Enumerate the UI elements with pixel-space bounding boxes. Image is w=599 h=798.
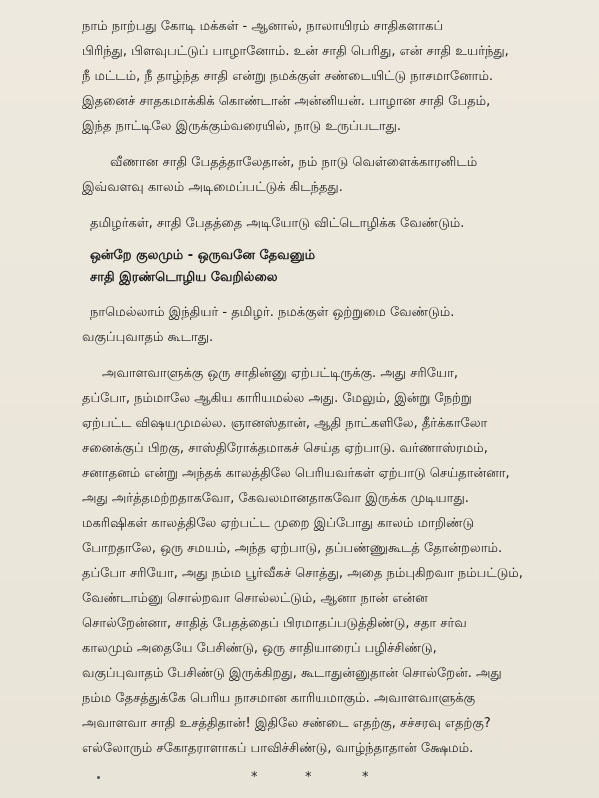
text-line: இந்த நாட்டிலே இருக்கும்வரையில், நாடு உருப்படாது. xyxy=(82,119,401,134)
section-separator xyxy=(0,770,599,790)
text-line: போறதாலே, ஒரு சமயம், அந்த ஏற்பாடு, தப்பண்ணுகூடத் தோன்றலாம். xyxy=(82,541,503,556)
page-body xyxy=(82,14,570,761)
text-line: பிரிந்து, பிளவுபட்டுப் பாழானோம். உன் சாதி பெரிது, என் சாதி உயர்ந்து, xyxy=(82,44,509,59)
text-line: ஏற்பட்ட விஷயமுமல்ல. ஞானஸ்தான், ஆதி நாட்களிலே, தீர்க்காலோ xyxy=(82,416,488,431)
text-line: அவாளவா சாதி உசத்திதான்! இதிலே சண்டை எதற்கு, சச்சரவு எதற்கு? xyxy=(82,716,491,731)
text-line: தப்போ சரியோ, அது நம்ம பூர்வீகச் சொத்து, அதை நம்புகிறவா நம்பட்டும், xyxy=(82,566,523,581)
text-line: தமிழர்கள், சாதி பேதத்தை அடியோடு விட்டொழிக்க வேண்டும். xyxy=(90,216,465,231)
text-line: எல்லோரும் சகோதராளாகப் பாவிச்சிண்டு, வாழ்ந்தாதான் க்ஷேமம். xyxy=(82,741,474,756)
text-line: சொல்றேன்னா, சாதித் பேதத்தைப் பிரமாதப்படுத்திண்டு, சதா சர்வ xyxy=(82,616,467,631)
text-line: இவ்வளவு காலம் அடிமைப்பட்டுக் கிடந்தது. xyxy=(82,180,343,195)
paragraph-forty-crore xyxy=(82,14,570,139)
text-line: இதனைச் சாதகமாக்கிக் கொண்டான் அன்னியன். பாழான சாதி பேதம், xyxy=(82,94,491,109)
paragraph-dialogue xyxy=(82,361,570,761)
text-line: நீ மட்டம், நீ தாழ்ந்த சாதி என்று நமக்குள் சண்டையிட்டு நாசமானோம். xyxy=(82,69,494,84)
text-line: மகரிஷிகள் காலத்திலே ஏற்பட்ட முறை இப்போது காலம் மாறிண்டு xyxy=(82,516,475,531)
text-line: நாம் நாற்பது கோடி மக்கள் - ஆனால், நாலாயிரம் சாதிகளாகப் xyxy=(82,19,444,34)
text-line: அவாளவாளுக்கு ஒரு சாதின்னு ஏற்பட்டிருக்கு. அது சரியோ, xyxy=(102,366,459,381)
paragraph-caste-slavery xyxy=(82,150,570,200)
text-line: சனாதனம் என்று அந்தக் காலத்திலே பெரியவர்கள் ஏற்பாடு செய்தான்னா, xyxy=(82,466,510,481)
separator-star: * xyxy=(362,770,369,785)
section-heading xyxy=(82,245,570,289)
text-line: அது அர்த்தமற்றதாகவோ, கேவலமானதாகவோ இருக்க முடியாது. xyxy=(82,491,469,506)
text-line: நம்ம தேசத்துக்கே பெரிய நாசமான காரியமாகும். அவாளவாளுக்கு xyxy=(82,691,476,706)
text-line: வீணான சாதி பேதத்தாலேதான், நம் நாடு வெள்ளைக்காரனிடம் xyxy=(110,155,478,170)
text-line: வகுப்புவாதம் பேசிண்டு இருக்கிறது, கூடாதுன்னுதான் சொல்றேன். அது xyxy=(82,666,502,681)
heading-line: ஒன்றே குலமும் - ஒருவனே தேவனும் xyxy=(90,248,316,263)
heading-line: சாதி இரண்டொழிய வேறில்லை xyxy=(90,270,278,285)
text-line: காலமும் அதையே பேசிண்டு, ஒரு சாதியாரைப் பழிச்சிண்டு, xyxy=(82,641,437,656)
text-line: வேண்டாம்னு சொல்றவா சொல்லட்டும், ஆனா நான் என்ன xyxy=(82,591,428,606)
separator-star: * xyxy=(305,770,312,785)
text-line: தப்போ, நம்மாலே ஆகிய காரியமல்ல அது. மேலும், இன்று நேற்று xyxy=(82,391,472,406)
paragraph-unity xyxy=(82,300,570,350)
text-line: வகுப்புவாதம் கூடாது. xyxy=(82,330,214,345)
text-line: நாமெல்லாம் இந்தியர் - தமிழர். நமக்குள் ஒற்றுமை வேண்டும். xyxy=(90,305,455,320)
text-line: சனைக்குப் பிறகு, சாஸ்திரோக்தமாகச் செய்த ஏற்பாடு. வர்ணாஸ்ரமம், xyxy=(82,441,488,456)
separator-star: * xyxy=(251,770,258,785)
paragraph-abolish-caste xyxy=(82,211,570,236)
